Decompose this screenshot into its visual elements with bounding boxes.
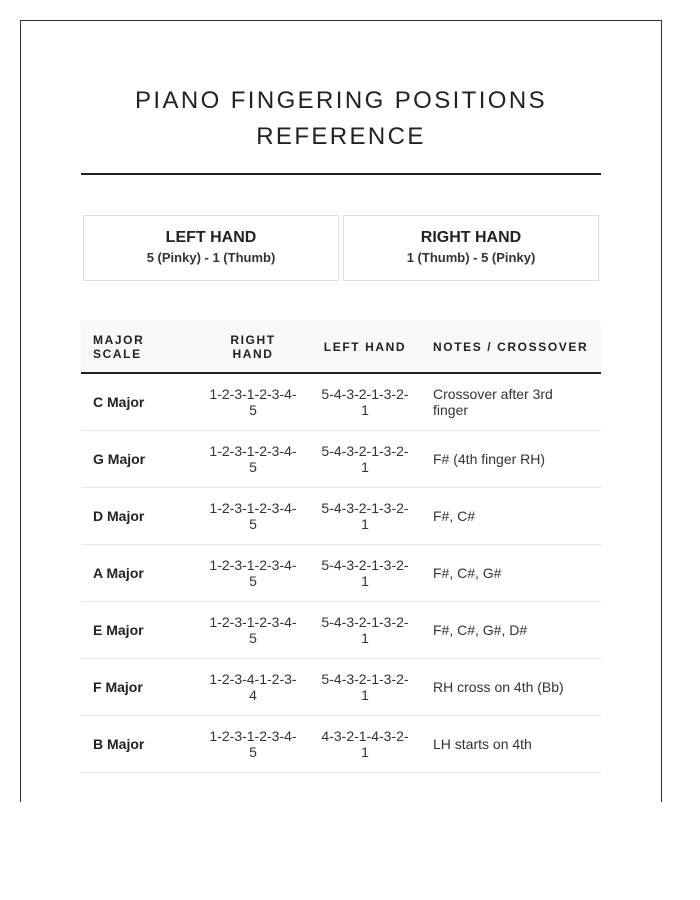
header-left-hand: LEFT HAND bbox=[309, 321, 421, 373]
table-row bbox=[81, 545, 601, 602]
right-hand-fingering: 1-2-3-1-2-3-4-5 bbox=[197, 431, 309, 488]
right-hand-fingering: 1-2-3-4-1-2-3-4 bbox=[197, 659, 309, 716]
right-hand-box bbox=[343, 215, 599, 281]
scale-name: A Major bbox=[81, 545, 197, 602]
left-hand-range: 5 (Pinky) - 1 (Thumb) bbox=[146, 250, 276, 265]
right-hand-fingering: 1-2-3-1-2-3-4-5 bbox=[197, 716, 309, 773]
scale-name: F Major bbox=[81, 659, 197, 716]
right-hand-fingering: 1-2-3-1-2-3-4-5 bbox=[197, 373, 309, 431]
header-row bbox=[81, 321, 601, 373]
right-hand-title: RIGHT HAND bbox=[420, 229, 522, 246]
scale-notes: F#, C# bbox=[421, 488, 601, 545]
table-row bbox=[81, 431, 601, 488]
reference-card bbox=[20, 20, 662, 802]
table-header bbox=[81, 321, 601, 373]
scale-notes: F# (4th finger RH) bbox=[421, 431, 601, 488]
left-hand-fingering: 5-4-3-2-1-3-2-1 bbox=[309, 659, 421, 716]
right-hand-range: 1 (Thumb) - 5 (Pinky) bbox=[406, 250, 536, 265]
hand-legend bbox=[81, 215, 601, 281]
scale-name: E Major bbox=[81, 602, 197, 659]
left-hand-fingering: 5-4-3-2-1-3-2-1 bbox=[309, 488, 421, 545]
right-hand-fingering: 1-2-3-1-2-3-4-5 bbox=[197, 602, 309, 659]
header-right-hand: RIGHT HAND bbox=[197, 321, 309, 373]
scale-name: C Major bbox=[81, 373, 197, 431]
scale-notes: F#, C#, G#, D# bbox=[421, 602, 601, 659]
table-row bbox=[81, 373, 601, 431]
left-hand-fingering: 5-4-3-2-1-3-2-1 bbox=[309, 431, 421, 488]
table-row bbox=[81, 659, 601, 716]
table-row bbox=[81, 488, 601, 545]
left-hand-fingering: 4-3-2-1-4-3-2-1 bbox=[309, 716, 421, 773]
table-row bbox=[81, 716, 601, 773]
table-row bbox=[81, 602, 601, 659]
left-hand-fingering: 5-4-3-2-1-3-2-1 bbox=[309, 545, 421, 602]
left-hand-title: LEFT HAND bbox=[165, 229, 257, 246]
right-hand-fingering: 1-2-3-1-2-3-4-5 bbox=[197, 488, 309, 545]
card-content bbox=[81, 21, 601, 773]
title-divider bbox=[81, 173, 601, 175]
scale-notes: Crossover after 3rd finger bbox=[421, 373, 601, 431]
scale-notes: F#, C#, G# bbox=[421, 545, 601, 602]
scale-notes: RH cross on 4th (Bb) bbox=[421, 659, 601, 716]
scale-name: B Major bbox=[81, 716, 197, 773]
page-title: PIANO FINGERING POSITIONS REFERENCE bbox=[134, 87, 548, 150]
table-body bbox=[81, 373, 601, 773]
header-notes-crossover: NOTES / CROSSOVER bbox=[421, 321, 601, 373]
scale-name: G Major bbox=[81, 431, 197, 488]
left-hand-fingering: 5-4-3-2-1-3-2-1 bbox=[309, 602, 421, 659]
header-major-scale: MAJOR SCALE bbox=[81, 321, 197, 373]
left-hand-fingering: 5-4-3-2-1-3-2-1 bbox=[309, 373, 421, 431]
scale-name: D Major bbox=[81, 488, 197, 545]
scale-notes: LH starts on 4th bbox=[421, 716, 601, 773]
right-hand-fingering: 1-2-3-1-2-3-4-5 bbox=[197, 545, 309, 602]
fingering-table bbox=[81, 321, 601, 773]
left-hand-box bbox=[83, 215, 339, 281]
